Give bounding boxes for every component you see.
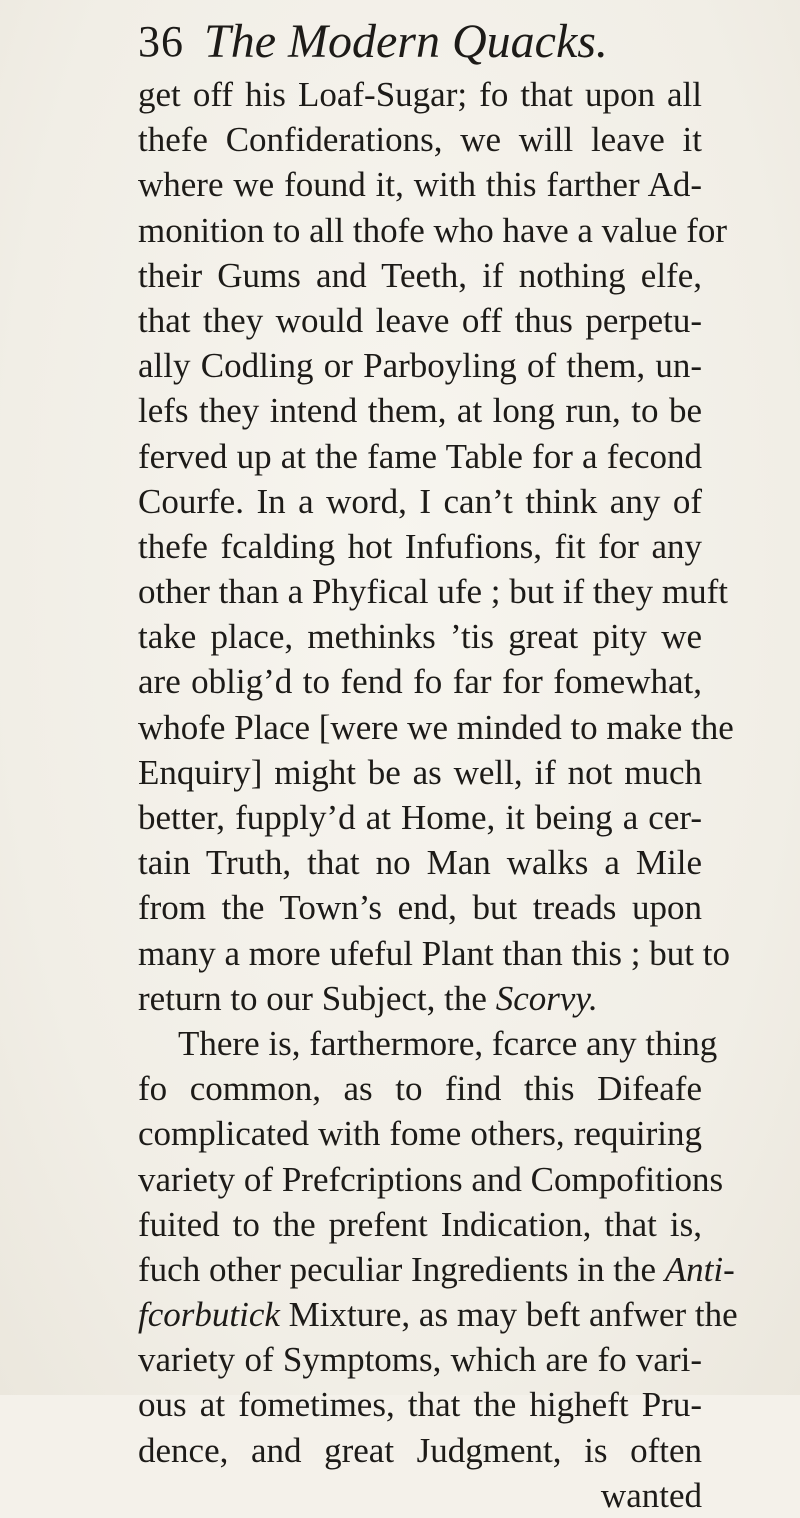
text-line: fuited to the prefent Indication, that is, bbox=[138, 1204, 702, 1244]
text-line bbox=[138, 976, 702, 1021]
text-line: ally Codling or Parboyling of them, un- bbox=[138, 346, 702, 386]
text-line: ous at fometimes, that the higheft Pru- bbox=[138, 1385, 702, 1425]
text-line: lefs they intend them, at long run, to be bbox=[138, 391, 702, 431]
text-line: dence, and great Judgment, is often bbox=[138, 1430, 702, 1470]
text-line: There is, farthermore, fcarce any thing bbox=[178, 1023, 718, 1063]
text-line: thefe fcalding hot Infufions, fit for any bbox=[138, 526, 702, 566]
text-line: better, fupply’d at Home, it being a cer- bbox=[138, 798, 702, 837]
text-segment: return to our Subject, the bbox=[138, 978, 496, 1018]
text-line: variety of Symptoms, which are fo vari- bbox=[138, 1340, 702, 1380]
page-header bbox=[138, 12, 698, 72]
text-line: fo common, as to find this Difeafe bbox=[138, 1069, 702, 1109]
text-line: where we found it, with this farther Ad- bbox=[138, 165, 702, 205]
text-line: ferved up at the fame Table for a fecond bbox=[138, 436, 702, 476]
page-number: 36 bbox=[138, 17, 184, 66]
text-line: that they would leave off thus perpetu- bbox=[138, 300, 702, 340]
catchword: wanted bbox=[600, 1475, 702, 1515]
italic-term: fcorbutick bbox=[138, 1295, 280, 1335]
text-line bbox=[138, 1292, 738, 1337]
text-line: Courfe. In a word, I can’t think any of bbox=[138, 481, 702, 521]
text-line: their Gums and Teeth, if nothing elfe, bbox=[138, 255, 702, 295]
text-line: thefe Confiderations, we will leave it bbox=[138, 120, 702, 160]
text-line: tain Truth, that no Man walks a Mile bbox=[138, 843, 702, 883]
text-line: whofe Place [were we minded to make the bbox=[138, 707, 734, 747]
body-text bbox=[138, 72, 738, 1518]
italic-term: Scorvy. bbox=[495, 978, 598, 1018]
text-line bbox=[138, 1247, 735, 1292]
text-segment: Mixture, as may beft anfwer the bbox=[279, 1295, 738, 1335]
text-line: variety of Prefcriptions and Compofitions bbox=[138, 1159, 724, 1199]
text-line: get off his Loaf-Sugar; fo that upon all bbox=[138, 75, 702, 114]
text-line: take place, methinks ’tis great pity we bbox=[138, 617, 702, 657]
text-line: from the Town’s end, but treads upon bbox=[138, 888, 702, 928]
text-line: are oblig’d to fend fo far for fomewhat, bbox=[138, 662, 702, 702]
text-line: Enquiry] might be as well, if not much bbox=[138, 752, 702, 792]
text-segment: fuch other peculiar Ingredients in the bbox=[138, 1249, 665, 1289]
text-line: many a more ufeful Plant than this ; but to bbox=[138, 933, 730, 973]
text-line: complicated with fome others, requiring bbox=[138, 1114, 702, 1154]
text-line: other than a Phyfical ufe ; but if they muft bbox=[138, 572, 728, 612]
text-line: monition to all thofe who have a value for bbox=[138, 210, 728, 250]
running-head: The Modern Quacks. bbox=[204, 15, 608, 68]
italic-term: Anti- bbox=[664, 1249, 735, 1289]
